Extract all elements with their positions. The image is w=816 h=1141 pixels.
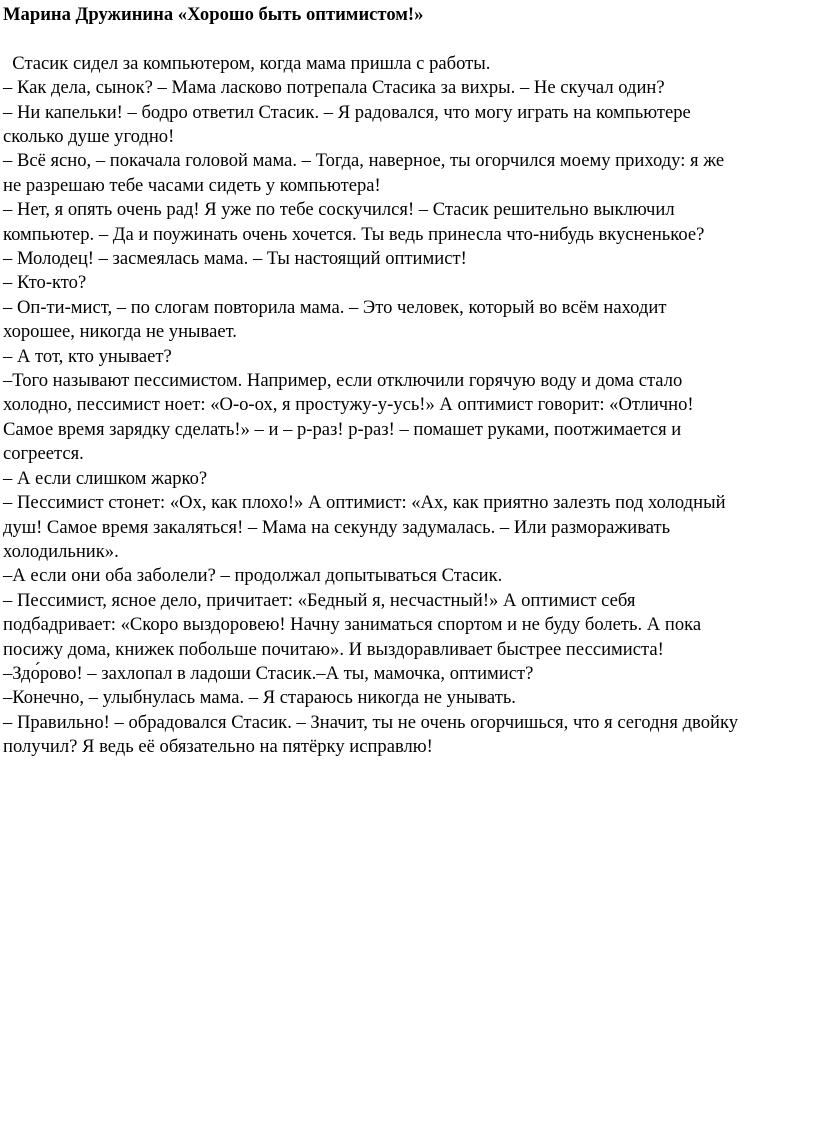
text-line: –Конечно, – улыбнулась мама. – Я стараюсь никогда не унывать. (3, 687, 516, 709)
document-title: Марина Дружинина «Хорошо быть оптимистом!» (3, 4, 424, 25)
text-line: компьютер. – Да и поужинать очень хочется. Ты ведь принесла что-нибудь вкусненькое? (3, 223, 705, 245)
text-line: –А если они оба заболели? – продолжал допытываться Стасик. (3, 565, 503, 587)
text-line: холодно, пессимист ноет: «О-о-ох, я простужу-у-усь!» А оптимист говорит: «Отлично! (3, 394, 694, 416)
text-line: посижу дома, книжек побольше почитаю». И выздоравливает быстрее пессимиста! (3, 638, 664, 660)
text-line: – Нет, я опять очень рад! Я уже по тебе соскучился! – Стасик решительно выключил (3, 199, 675, 221)
story-text (3, 52, 808, 760)
text-line: – Ни капельки! – бодро ответил Стасик. – Я радовался, что могу играть на компьютере (3, 101, 691, 123)
text-line: получил? Я ведь её обязательно на пятёрку исправлю! (3, 736, 433, 758)
text-line: – Всё ясно, – покачала головой мама. – Тогда, наверное, ты огорчился моему приходу: я же (3, 150, 725, 172)
text-line: Самое время зарядку сделать!» – и – р-раз! р-раз! – помашет руками, поотжимается и (3, 418, 682, 440)
text-line: сколько душе угодно! (3, 126, 175, 148)
text-line: –Здо́рово! – захлопал в ладоши Стасик.–А ты, мамочка, оптимист? (3, 662, 534, 684)
text-line: не разрешаю тебе часами сидеть у компьютера! (3, 174, 381, 196)
text-line: согреется. (3, 443, 84, 465)
text-line: – Как дела, сынок? – Мама ласково потрепала Стасика за вихры. – Не скучал один? (3, 77, 665, 99)
text-line: –Того называют пессимистом. Например, если отключили горячую воду и дома стало (3, 370, 683, 392)
text-line: душ! Самое время закаляться! – Мама на секунду задумалась. – Или размораживать (3, 516, 671, 538)
text-line: – А если слишком жарко? (3, 467, 208, 489)
text-line: – Пессимист стонет: «Ох, как плохо!» А оптимист: «Ах, как приятно залезть под холодный (3, 492, 726, 514)
text-line: хорошее, никогда не унывает. (3, 321, 237, 343)
text-line: – Кто-кто? (3, 272, 87, 294)
text-line: – А тот, кто унывает? (3, 345, 172, 367)
text-line: подбадривает: «Скоро выздоровею! Начну заниматься спортом и не буду болеть. А пока (3, 614, 702, 636)
text-line: – Молодец! – засмеялась мама. – Ты настоящий оптимист! (3, 248, 467, 270)
text-line: холодильник». (3, 540, 119, 562)
text-line: – Оп-ти-мист, – по слогам повторила мама. – Это человек, который во всём находит (3, 296, 667, 318)
text-line: Стасик сидел за компьютером, когда мама пришла с работы. (3, 52, 491, 74)
text-line: – Правильно! – обрадовался Стасик. – Значит, ты не очень огорчишься, что я сегодня двойку (3, 711, 739, 733)
text-line: – Пессимист, ясное дело, причитает: «Бедный я, несчастный!» А оптимист себя (3, 589, 636, 611)
